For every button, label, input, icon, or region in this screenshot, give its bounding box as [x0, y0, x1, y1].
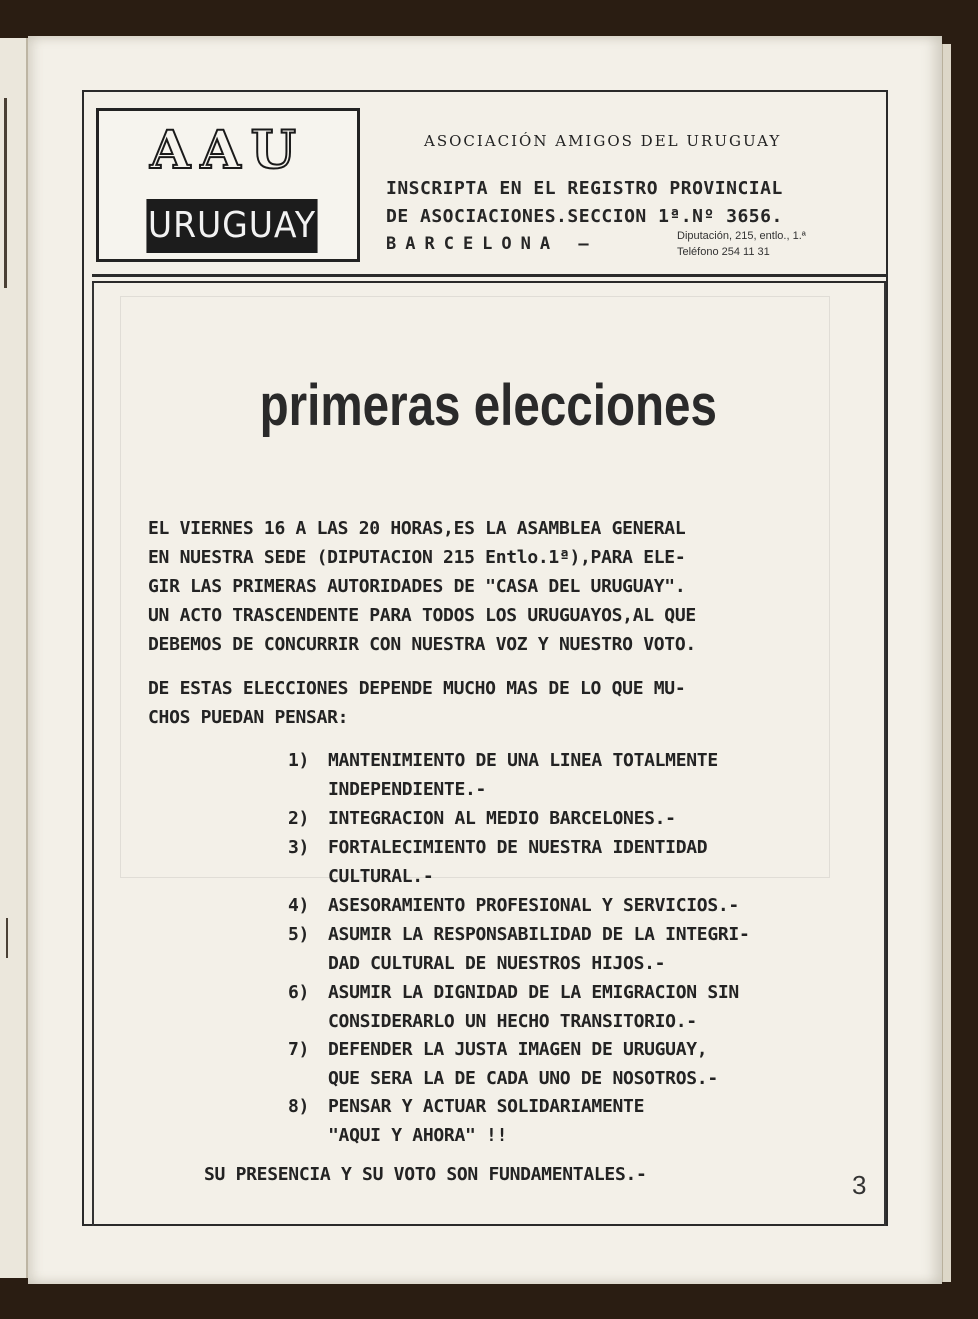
list-text-continued: CONSIDERARLO UN HECHO TRANSITORIO.- [328, 1011, 697, 1032]
list-text-continued: CULTURAL.- [328, 866, 434, 887]
phone: Teléfono 254 11 31 [677, 246, 770, 258]
list-item [288, 746, 718, 804]
aau-logo [96, 108, 360, 262]
list-text: ASUMIR LA RESPONSABILIDAD DE LA INTEGRI- [328, 924, 750, 945]
registry-line-2: DE ASOCIACIONES.SECCION 1ª.Nº 3656. [386, 206, 783, 227]
list-text-continued: QUE SERA LA DE CADA UNO DE NOSOTROS.- [328, 1068, 718, 1089]
list-number: 5) [288, 924, 310, 945]
list-item [288, 804, 676, 833]
registry-line-1: INSCRIPTA EN EL REGISTRO PROVINCIAL [386, 178, 783, 199]
logo-uruguay-bar: URUGUAY [146, 199, 317, 253]
facing-page-mark [4, 98, 7, 288]
second-paragraph: DE ESTAS ELECCIONES DEPENDE MUCHO MAS DE LO QUE MU- CHOS PUEDAN PENSAR: [148, 678, 686, 728]
intro-paragraph: EL VIERNES 16 A LAS 20 HORAS,ES LA ASAMBLEA GENERAL EN NUESTRA SEDE (DIPUTACION 215 Entlo.1ª),PARA ELE- GIR LAS PRIMERAS AUTORIDADES DE "CASA DEL URUGUAY". UN ACTO TRASCENDENTE PARA TODOS LOS URUGUAYOS,AL QUE DEBEMOS DE CONCURRIR CON NUESTRA VOZ Y NUESTRO VOTO. [148, 518, 696, 655]
list-text: MANTENIMIENTO DE UNA LINEA TOTALMENTE [328, 750, 718, 771]
list-item [288, 978, 739, 1036]
list-number: 7) [288, 1039, 310, 1060]
header-rule-top [92, 274, 886, 277]
list-number: 2) [288, 808, 310, 829]
list-item [288, 1092, 644, 1150]
list-text: ASESORAMIENTO PROFESIONAL Y SERVICIOS.- [328, 895, 739, 916]
header-rule-bottom [92, 281, 886, 283]
page-stack-edge [942, 44, 951, 1282]
list-text-continued: "AQUI Y AHORA" !! [328, 1125, 508, 1146]
list-number: 3) [288, 837, 310, 858]
address: Diputación, 215, entlo., 1.ª [677, 230, 806, 242]
facing-page-edge [0, 38, 28, 1278]
list-number: 1) [288, 750, 310, 771]
closing-statement: SU PRESENCIA Y SU VOTO SON FUNDAMENTALES.- [204, 1164, 647, 1185]
list-item [288, 833, 707, 891]
page-title: primeras elecciones [259, 373, 717, 438]
city-line: BARCELONA — [386, 234, 598, 254]
list-item [288, 1035, 718, 1093]
list-text-continued: INDEPENDIENTE.- [328, 779, 487, 800]
logo-letters: AAU [149, 120, 307, 181]
facing-page-mark [6, 918, 8, 958]
list-text: DEFENDER LA JUSTA IMAGEN DE URUGUAY, [328, 1039, 708, 1060]
list-item [288, 920, 749, 978]
list-text: ASUMIR LA DIGNIDAD DE LA EMIGRACION SIN [328, 982, 739, 1003]
list-text-continued: DAD CULTURAL DE NUESTROS HIJOS.- [328, 953, 666, 974]
list-number: 4) [288, 895, 310, 916]
organization-name: ASOCIACIÓN AMIGOS DEL URUGUAY [424, 132, 782, 150]
list-text: INTEGRACION AL MEDIO BARCELONES.- [328, 808, 676, 829]
list-item [288, 891, 739, 920]
list-text: PENSAR Y ACTUAR SOLIDARIAMENTE [328, 1096, 645, 1117]
list-text: FORTALECIMIENTO DE NUESTRA IDENTIDAD [328, 837, 708, 858]
page-number: 3 [852, 1170, 867, 1200]
list-number: 8) [288, 1096, 310, 1117]
list-number: 6) [288, 982, 310, 1003]
